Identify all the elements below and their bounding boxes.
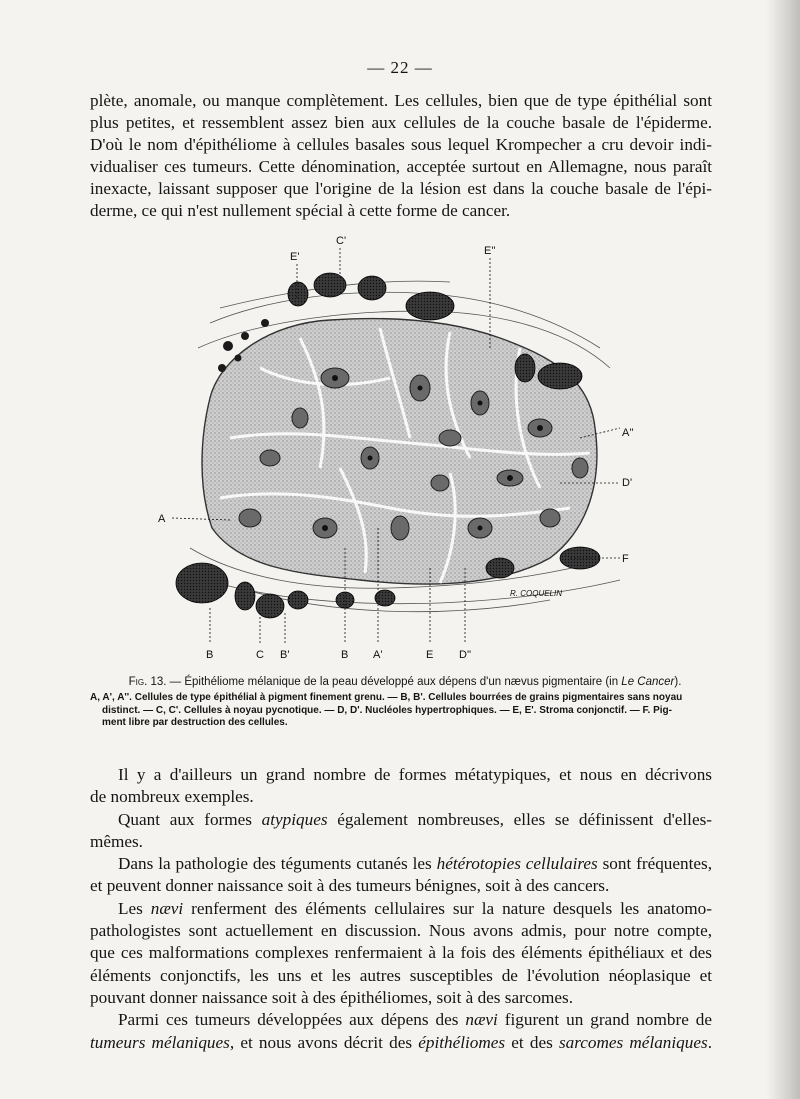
text-span: et des	[505, 1032, 559, 1052]
text-line: D'où le nom d'épithéliome à cellules basales sous lequel Krompecher a cru devoir indi-	[90, 135, 712, 154]
label-bottom-b: B	[206, 649, 214, 661]
italic-term: hétérotopies cellulaires	[436, 854, 598, 874]
label-bottom-e: E	[426, 649, 434, 661]
figure-caption	[90, 672, 720, 730]
label-bottom-a-prime: A'	[373, 649, 383, 661]
text-span: Parmi ces tumeurs développées aux dépens des	[118, 1010, 466, 1030]
text-line: pathologistes sont actuellement en discussion. Nous avons admis, pour notre compte,	[90, 921, 712, 941]
text-line	[90, 898, 712, 920]
caption-source: Le Cancer	[621, 676, 675, 688]
text-line: que ces malformations complexes renfermaient à la fois des éléments épithéliaux et des	[90, 943, 712, 963]
text-span: figurent un grand nombre de	[497, 1010, 712, 1030]
text-line	[90, 809, 712, 831]
text-span: Dans la pathologie des téguments cutanés les	[118, 854, 437, 874]
italic-term: nævi	[465, 1010, 498, 1030]
caption-title-end: ).	[674, 676, 682, 688]
histology-figure	[150, 228, 650, 668]
caption-legend-line: distinct. — C, C'. Cellules à noyau pycnotique. — D, D'. Nucléoles hypertrophiques. — E, E'. Stroma conjonctif. — F. Pig-	[102, 704, 672, 716]
italic-term: épithéliomes	[418, 1032, 506, 1052]
text-line: de nombreux exemples.	[90, 787, 254, 807]
label-bottom-d-double: D''	[459, 649, 472, 661]
text-span: également nombreuses, elles se définissent d'elles-	[327, 809, 712, 829]
caption-title	[90, 672, 720, 692]
text-span: renferment des éléments cellulaires sur la nature desquels les anatomo-	[183, 898, 712, 918]
text-line: éléments conjonctifs, les uns et les autres susceptibles de l'évolution néoplasique et	[90, 965, 712, 985]
text-line: vidualiser ces tumeurs. Cette dénomination, acceptée surtout en Allemagne, nous paraît	[90, 157, 712, 176]
text-line: mêmes.	[90, 831, 143, 851]
text-line: pouvant donner naissance soit à des épithéliomes, soit à des sarcomes.	[90, 987, 574, 1007]
italic-term: nævi	[150, 898, 184, 918]
label-d-prime: D'	[622, 477, 633, 489]
page-edge-shadow	[766, 0, 800, 1099]
label-f: F	[622, 553, 629, 565]
label-bottom-b2: B	[341, 649, 349, 661]
text-span: , et nous avons décrit des	[229, 1032, 419, 1052]
text-line: derme, ce qui n'est nullement spécial à cette forme de cancer.	[90, 201, 511, 220]
text-span: Quant aux formes	[118, 809, 262, 829]
figure-number: Fig. 13.	[128, 676, 167, 688]
caption-title-text: — Épithéliome mélanique de la peau développé aux dépens d'un nævus pigmentaire (in	[166, 676, 622, 688]
label-bottom-c: C	[256, 649, 264, 661]
text-span: .	[707, 1032, 712, 1052]
text-line	[90, 1032, 712, 1054]
italic-term: sarcomes mélaniques	[558, 1032, 708, 1052]
italic-term: tumeurs mélaniques	[90, 1032, 230, 1052]
text-line: et peuvent donner naissance soit à des tumeurs bénignes, soit à des cancers.	[90, 876, 610, 896]
top-paragraph	[90, 90, 712, 222]
italic-term: atypiques	[261, 809, 328, 829]
text-span: Les	[118, 898, 151, 918]
caption-legend-line: ment libre par destruction des cellules.	[102, 717, 288, 728]
tumor-mass	[202, 319, 597, 585]
text-line: plus petites, et ressemblent assez bien aux cellules de la couche basale de l'épiderme.	[90, 113, 712, 132]
text-line: Il y a d'ailleurs un grand nombre de formes métatypiques, et nous en décrivons	[118, 765, 712, 784]
label-e-prime: E'	[290, 251, 300, 263]
text-line	[90, 853, 712, 875]
caption-legend-line: A, A', A''. Cellules de type épithélial à pigment finement grenu. — B, B'. Cellules bourrées de grains pigmentaires sans noyau	[90, 692, 683, 703]
histology-illustration	[150, 228, 650, 668]
text-span: sont fréquentes,	[597, 854, 712, 874]
label-c-prime: C'	[336, 235, 347, 247]
label-e-double: E''	[484, 245, 496, 257]
illustrator-signature: R. COQUELIN	[510, 589, 563, 598]
page-number: — 22 —	[367, 58, 433, 77]
label-a: A	[158, 513, 166, 525]
label-a-double: A''	[622, 427, 634, 439]
text-line: inexacte, laissant supposer que l'origine de la lésion est dans la couche basale de l'épi-	[90, 179, 712, 198]
label-bottom-b-prime: B'	[280, 649, 290, 661]
bottom-paragraphs	[90, 764, 712, 1054]
caption-legend	[90, 692, 720, 730]
text-line: plète, anomale, ou manque complètement. Les cellules, bien que de type épithélial sont	[90, 91, 712, 110]
text-line	[90, 1009, 712, 1031]
